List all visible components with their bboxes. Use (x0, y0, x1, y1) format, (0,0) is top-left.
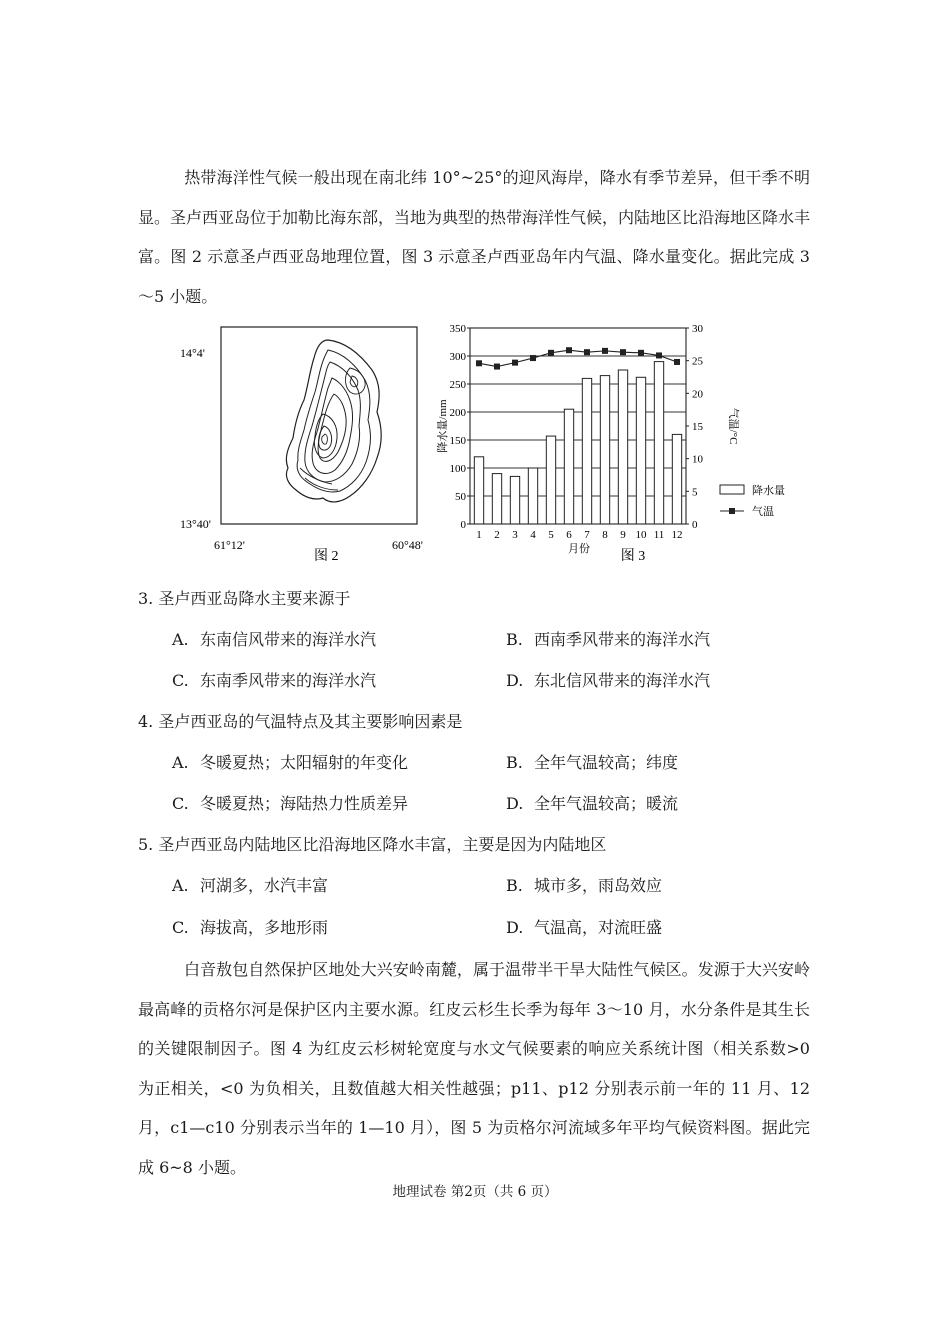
legend-precip-swatch (720, 485, 744, 494)
y-tick-label: 100 (449, 463, 466, 475)
option-letter: A. (172, 753, 189, 772)
precip-bar (618, 370, 627, 524)
legend-temp-marker (729, 508, 735, 514)
temperature-point (638, 350, 644, 356)
precip-bar (528, 468, 537, 524)
precip-bar (474, 457, 483, 524)
legend (720, 483, 785, 518)
option-letter: C. (172, 671, 189, 690)
question-5-stem: 5. 圣卢西亚岛内陆地区比沿海地区降水丰富，主要是因为内陆地区 (138, 835, 607, 854)
x-tick-label: 5 (548, 529, 554, 541)
lat-top-label: 14°4' (180, 346, 205, 360)
x-tick-label: 10 (635, 529, 647, 541)
option-text: 西南季风带来的海洋水汽 (534, 630, 711, 649)
legend-precip-label: 降水量 (752, 485, 785, 497)
option-letter: D. (506, 918, 524, 937)
question-4-stem: 4. 圣卢西亚岛的气温特点及其主要影响因素是 (138, 712, 463, 731)
question-3-option-d[interactable] (506, 671, 710, 691)
option-letter: A. (172, 630, 189, 649)
temperature-point (602, 348, 608, 354)
x-axis-label: 月份 (568, 543, 590, 555)
temperature-line (479, 350, 677, 366)
x-tick-label: 8 (602, 529, 608, 541)
temperature-point (656, 352, 662, 358)
y2-tick-label: 20 (692, 388, 703, 401)
option-text: 全年气温较高；纬度 (534, 753, 679, 772)
question-4-option-b[interactable] (506, 753, 678, 773)
question-3-option-c[interactable] (172, 671, 376, 691)
lon-left-label: 61°12' (214, 538, 245, 552)
y-tick-label: 50 (455, 491, 466, 503)
y-axis-label: 降水量/mm (437, 399, 449, 453)
figure-2-map (180, 318, 442, 566)
x-tick-label: 2 (494, 529, 500, 541)
precip-bar (654, 362, 663, 524)
option-letter: B. (506, 630, 523, 649)
option-text: 河湖多，水汽丰富 (200, 876, 329, 895)
precip-bar (492, 474, 501, 524)
y2-tick-label: 15 (692, 421, 703, 433)
y-tick-label: 350 (449, 323, 466, 335)
option-letter: C. (172, 794, 189, 813)
figure-3-chart (430, 316, 810, 568)
intro-paragraph-1 (138, 158, 810, 316)
lon-right-label: 60°48' (392, 538, 423, 552)
option-letter: C. (172, 918, 189, 937)
option-letter: B. (506, 753, 523, 772)
x-tick-label: 11 (653, 529, 665, 541)
legend-temp-label: 气温 (752, 506, 774, 518)
option-text: 气温高，对流旺盛 (534, 918, 663, 937)
y2-tick-label: 5 (692, 486, 698, 499)
option-letter: D. (506, 671, 524, 690)
figure-3-caption: 图 3 (620, 549, 646, 564)
option-letter: A. (172, 876, 189, 895)
temperature-point (530, 355, 536, 361)
y-tick-label: 0 (460, 519, 466, 531)
intro-paragraph-2-text: 白音敖包自然保护区地处大兴安岭南麓，属于温带半干旱大陆性气候区。发源于大兴安岭最高峰的贡格尔河是保护区内主要水源。红皮云杉生长季为每年 3～10 月，水分条件是其生长的关键限制因子。图 4 为红皮云杉树轮宽度与水文气候要素的响应关系统计图（相关系数>0 为正相关，<0 为负相关，且数值越大相关性越强；p11、p12 分别表示前一年的 11 月、12 月，c1—c10 分别表示当年的 1—10 月），图 5 为贡格尔河流域多年平均气候资料图。据此完成 6~8 小题。 (138, 960, 810, 1177)
option-letter: B. (506, 876, 523, 895)
question-5-option-c[interactable] (172, 918, 328, 938)
precip-bar (636, 377, 645, 524)
figure-2-caption: 图 2 (314, 549, 339, 564)
option-text: 海拔高，多地形雨 (200, 918, 329, 937)
question-3-stem: 3. 圣卢西亚岛降水主要来源于 (138, 589, 351, 608)
y-tick-label: 300 (449, 351, 466, 363)
y-tick-label: 250 (449, 379, 466, 391)
x-tick-label: 12 (671, 529, 683, 541)
intro-paragraph-1-text: 热带海洋性气候一般出现在南北纬 10°~25°的迎风海岸，降水有季节差异，但干季不明显。圣卢西亚岛位于加勒比海东部，当地为典型的热带海洋性气候，内陆地区比沿海地区降水丰富。图 2 示意圣卢西亚岛地理位置，图 3 示意圣卢西亚岛年内气温、降水量变化。据此完成 3～5 小题。 (138, 168, 811, 306)
temperature-point (674, 359, 680, 365)
y-tick-label: 200 (449, 407, 466, 419)
y2-axis-label: 气温/°C (727, 407, 739, 445)
lat-bottom-label: 13°40' (180, 517, 211, 531)
option-text: 东南季风带来的海洋水汽 (200, 671, 377, 690)
intro-paragraph-2 (138, 950, 810, 1187)
x-tick-label: 1 (476, 529, 482, 541)
precip-bar (564, 409, 573, 524)
x-tick-label: 6 (566, 529, 572, 541)
y2-tick-label: 10 (692, 453, 703, 466)
temperature-point (494, 364, 500, 370)
question-5-option-d[interactable] (506, 918, 662, 938)
x-tick-label: 9 (620, 529, 626, 541)
option-text: 城市多，雨岛效应 (534, 876, 663, 895)
option-text: 冬暖夏热；海陆热力性质差异 (200, 794, 409, 813)
question-5-option-a[interactable] (172, 876, 328, 896)
question-4-option-d[interactable] (506, 794, 678, 814)
y-tick-label: 150 (449, 435, 466, 447)
island-contours (286, 340, 381, 502)
temperature-point (620, 349, 626, 355)
temperature-point (548, 350, 554, 356)
question-4-option-a[interactable] (172, 753, 408, 773)
option-text: 东南信风带来的海洋水汽 (200, 630, 377, 649)
option-letter: D. (506, 794, 524, 813)
temperature-point (476, 360, 482, 366)
question-3-option-b[interactable] (506, 630, 710, 650)
page-footer: 地理试卷 第2页（共 6 页） (392, 1184, 558, 1200)
precip-bar (600, 376, 609, 524)
precip-bar (510, 476, 519, 524)
y2-tick-label: 30 (692, 323, 703, 335)
y2-tick-label: 25 (692, 355, 703, 368)
precip-bar (582, 378, 591, 524)
option-text: 全年气温较高；暖流 (534, 794, 679, 813)
question-4-option-c[interactable] (172, 794, 408, 814)
plot-frame (470, 328, 686, 524)
precip-bar (546, 436, 555, 524)
temperature-point (584, 349, 590, 355)
temperature-point (512, 360, 518, 366)
question-5-option-b[interactable] (506, 876, 662, 896)
precip-bar (672, 434, 681, 524)
option-text: 冬暖夏热；太阳辐射的年变化 (200, 753, 409, 772)
temperature-point (566, 347, 572, 353)
question-3-option-a[interactable] (172, 630, 376, 650)
x-tick-label: 3 (512, 529, 518, 541)
y2-tick-label: 0 (692, 519, 698, 531)
x-tick-label: 4 (530, 529, 536, 541)
x-tick-label: 7 (584, 529, 590, 541)
option-text: 东北信风带来的海洋水汽 (534, 671, 711, 690)
